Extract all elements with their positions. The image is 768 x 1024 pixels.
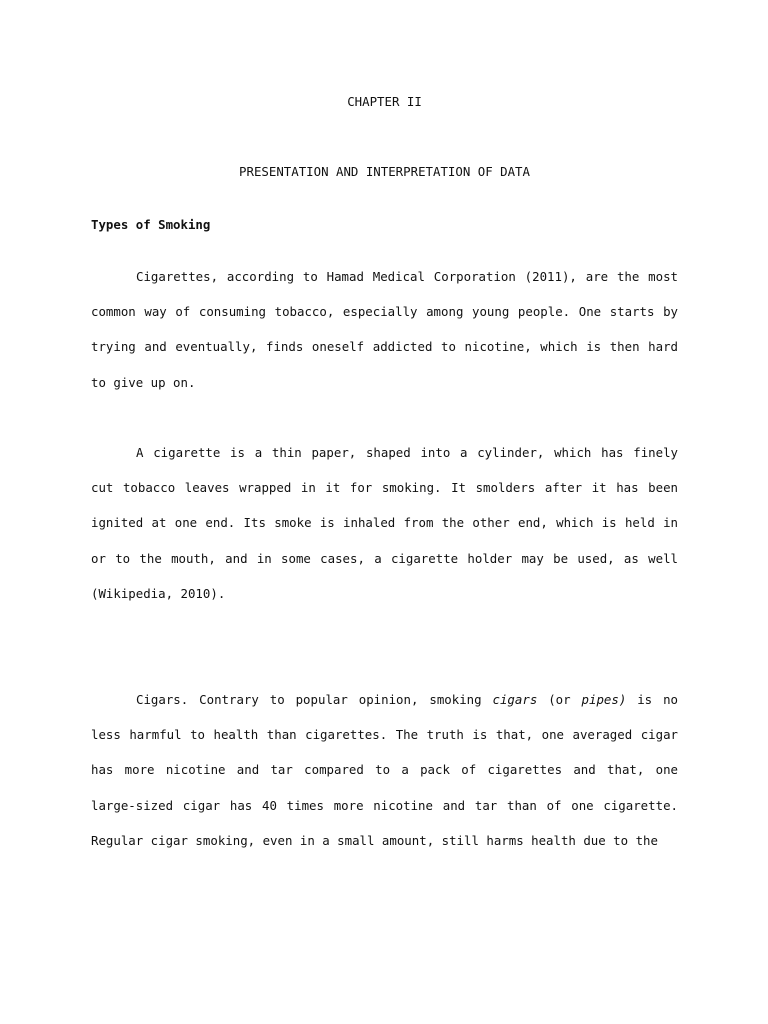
section-heading: Types of Smoking <box>91 217 211 232</box>
paragraph-cigarette-definition: A cigarette is a thin paper, shaped into a cylinder, which has finely cut tobacco leaves wrapped in it for smoking. It smolders after it has been ignited at one end. Its smoke is inhaled from the other end, which is held in or to the mouth, and in some cases, a cigarette holder may be used, as well (Wikipedia, 2010). <box>91 445 678 601</box>
paragraph-cigars <box>91 682 678 858</box>
paragraph-cigarettes: Cigarettes, according to Hamad Medical Corporation (2011), are the most common way of consuming tobacco, especially among young people. One starts by trying and eventually, finds oneself addicted to nicotine, which is then hard to give up on. <box>91 269 678 390</box>
paragraph-cigars-text-3: is no less harmful to health than cigarettes. The truth is that, one averaged cigar has more nicotine and tar compared to a pack of cigarettes and that, one large-sized cigar has 40 times more nicotine and tar than of one cigarette. Regular cigar smoking, even in a small amount, still harms health due to the <box>91 692 678 848</box>
paragraph-cigars-text-2: (or <box>537 692 582 707</box>
chapter-heading: CHAPTER II <box>347 94 422 109</box>
chapter-title: PRESENTATION AND INTERPRETATION OF DATA <box>239 164 530 179</box>
paragraph-cigars-text-1: Cigars. Contrary to popular opinion, smoking <box>136 692 493 707</box>
italic-cigars: cigars <box>492 692 538 707</box>
italic-pipes: pipes) <box>581 692 627 707</box>
